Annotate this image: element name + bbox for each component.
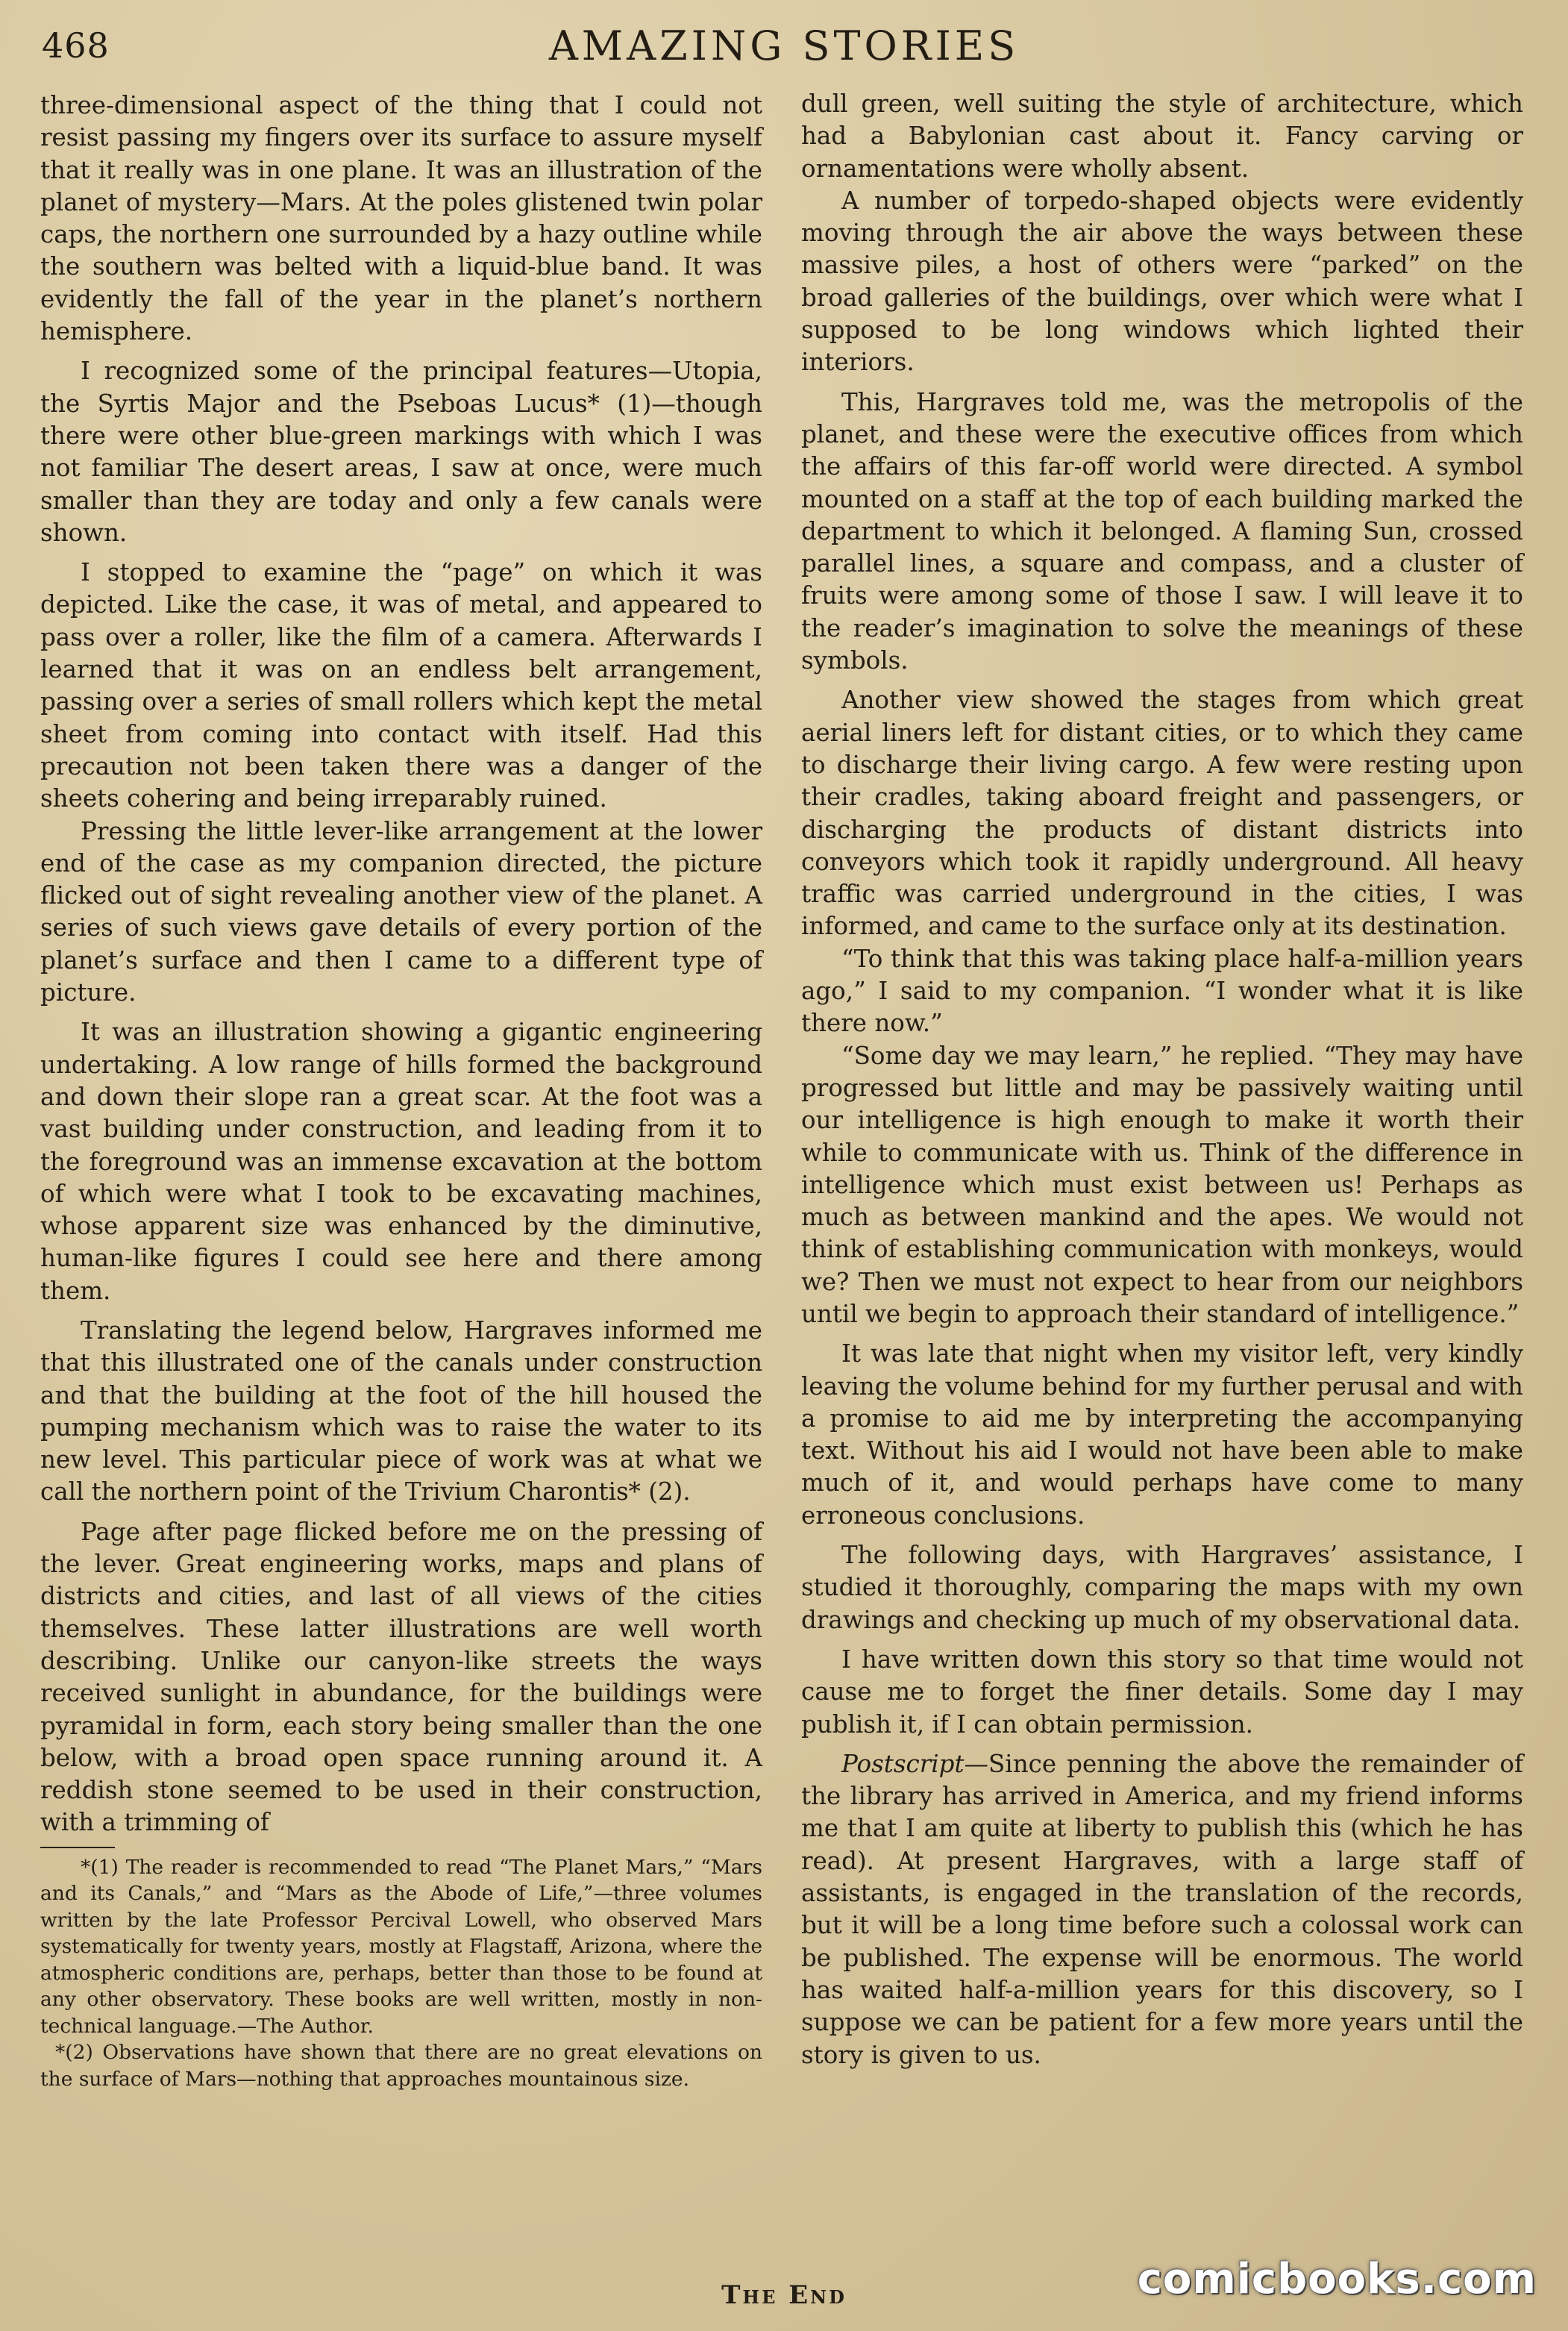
paragraph: Another view showed the stages from which great aerial liners left for distant cities, or to which they came to discharge their living cargo. A few were resting upon their cradles, taking aboard freight and passengers, or discharging the products of distant districts into conveyors which took it rapidly underground. All heavy traffic was carried underground in the cities, I was informed, and came to the surface only at its destination. — [801, 686, 1523, 941]
postscript-paragraph — [801, 1748, 1523, 2071]
paragraph: “To think that this was taking place half-a-million years ago,” I said to my companion. “I wonder what it is like there now.” — [801, 944, 1523, 1038]
paragraph: Page after page flicked before me on the pressing of the lever. Great engineering works, maps and plans of districts and cities, and last of all views of the cities themselves. These latter illustrations are well worth describing. Unlike our canyon-like streets the ways received sunlight in abundance, for the buildings were pyramidal in form, each story being smaller than the one below, with a broad open space running around it. A reddish stone seemed to be used in their construction, with a trimming of — [40, 1517, 762, 1837]
postscript-label: Postscript — [841, 1749, 965, 1778]
postscript-text: —Since penning the above the remainder of the library has arrived in America, and my friend informs me that I am quite at liberty to publish this (which he has read). At present Hargraves, with a large staff of assistants, is engaged in the translation of the records, but it will be a long time before such a colossal work can be published. The expense will be enormous. The world has waited half-a-million years for this discovery, so I suppose we can be patient for a few more years until the story is given to us. — [801, 1749, 1523, 2069]
paragraph: “Some day we may learn,” he replied. “They may have progressed but little and may be passively waiting until our intelligence is high enough to make it worth their while to communicate with us. Think of the difference in intelligence which must exist between us! Perhaps as much as between mankind and the apes. We would not think of establishing communication with monkeys, would we? Then we must not expect to hear from our neighbors until we begin to approach their standard of intelligence.” — [801, 1041, 1523, 1328]
running-title: AMAZING STORIES — [548, 22, 1020, 69]
paragraph: three-dimensional aspect of the thing that I could not resist passing my fingers over its surface to assure myself that it really was in one plane. It was an illustration of the planet of mystery—Mars. At the poles glistened twin polar caps, the northern one surrounded by a hazy outline while the southern was belted with a liquid-blue band. It was evidently the fall of the year in the planet’s northern hemisphere. — [40, 91, 762, 346]
the-end: The End — [721, 2280, 847, 2310]
footnote: *(1) The reader is recommended to read “The Planet Mars,” “Mars and its Canals,” and “Mars as the Abode of Life,”—three volumes written by the late Professor Percival Lowell, who observed Mars systematically for twenty years, mostly at Flagstaff, Arizona, where the atmospheric conditions are, perhaps, better than those to be found at any other observatory. These books are well written, mostly in non-technical language.—The Author. — [40, 1855, 762, 2038]
paragraph: Translating the legend below, Hargraves informed me that this illustrated one of the canals under construction and that the building at the foot of the hill housed the pumping mechanism which was to raise the water to its new level. This particular piece of work was at what we call the northern point of the Trivium Charontis* (2). — [40, 1315, 762, 1506]
paragraph: A number of torpedo-shaped objects were evidently moving through the air above the ways between these massive piles, a host of others were “parked” on the broad galleries of the buildings, over which were what I supposed to be long windows which lighted their interiors. — [801, 186, 1523, 377]
paragraph: I recognized some of the principal features—Utopia, the Syrtis Major and the Pseboas Lucus* (1)—though there were other blue-green markings with which I was not familiar The desert areas, I saw at once, were much smaller than they are today and only a few canals were shown. — [40, 357, 762, 547]
paragraph: I have written down this story so that time would not cause me to forget the finer details. Some day I may publish it, if I can obtain permission. — [801, 1645, 1523, 1739]
left-column — [40, 90, 762, 2092]
paragraph: The following days, with Hargraves’ assistance, I studied it thoroughly, comparing the maps with my own drawings and checking up much of my observational data. — [801, 1541, 1523, 1634]
paragraph: I stopped to examine the “page” on which it was depicted. Like the case, it was of metal, and appeared to pass over a roller, like the film of a camera. Afterwards I learned that it was on an endless belt arrangement, passing over a series of small rollers which kept the metal sheet from coming into contact with itself. Had this precaution not been taken there was a danger of the sheets cohering and being irreparably ruined. — [40, 558, 762, 813]
footnote: *(2) Observations have shown that there are no great elevations on the surface of Mars—nothing that approaches mountainous size. — [40, 2041, 762, 2091]
right-column — [801, 88, 1523, 2071]
paragraph: It was an illustration showing a gigantic engineering undertaking. A low range of hills formed the background and down their slope ran a great scar. At the foot was a vast building under construction, and leading from it to the foreground was an immense excavation at the bottom of which were what I took to be excavating machines, whose apparent size was enhanced by the diminutive, human-like figures I could see here and there among them. — [40, 1018, 762, 1305]
paragraph: It was late that night when my visitor left, very kindly leaving the volume behind for my further perusal and with a promise to aid me by interpreting the accompanying text. Without his aid I would not have been able to make much of it, and would perhaps have come to many erroneous conclusions. — [801, 1339, 1523, 1530]
paragraph: Pressing the little lever-like arrangement at the lower end of the case as my companion directed, the picture flicked out of sight revealing another view of the planet. A series of such views gave details of every portion of the planet’s surface and then I came to a different type of picture. — [40, 816, 762, 1007]
paragraph: This, Hargraves told me, was the metropolis of the planet, and these were the executive offices from which the affairs of this far-off world were directed. A symbol mounted on a staff at the top of each building marked the department to which it belonged. A flaming Sun, crossed parallel lines, a square and compass, and a cluster of fruits were among some of those I saw. I will leave it to the reader’s imagination to solve the meanings of these symbols. — [801, 387, 1523, 675]
page-number: 468 — [42, 25, 110, 66]
paragraph: dull green, well suiting the style of architecture, which had a Babylonian cast about it. Fancy carving or ornamentations were wholly absent. — [801, 90, 1523, 183]
footnote-rule — [40, 1847, 115, 1848]
watermark-logo: comicbooks.com — [1137, 2255, 1537, 2303]
